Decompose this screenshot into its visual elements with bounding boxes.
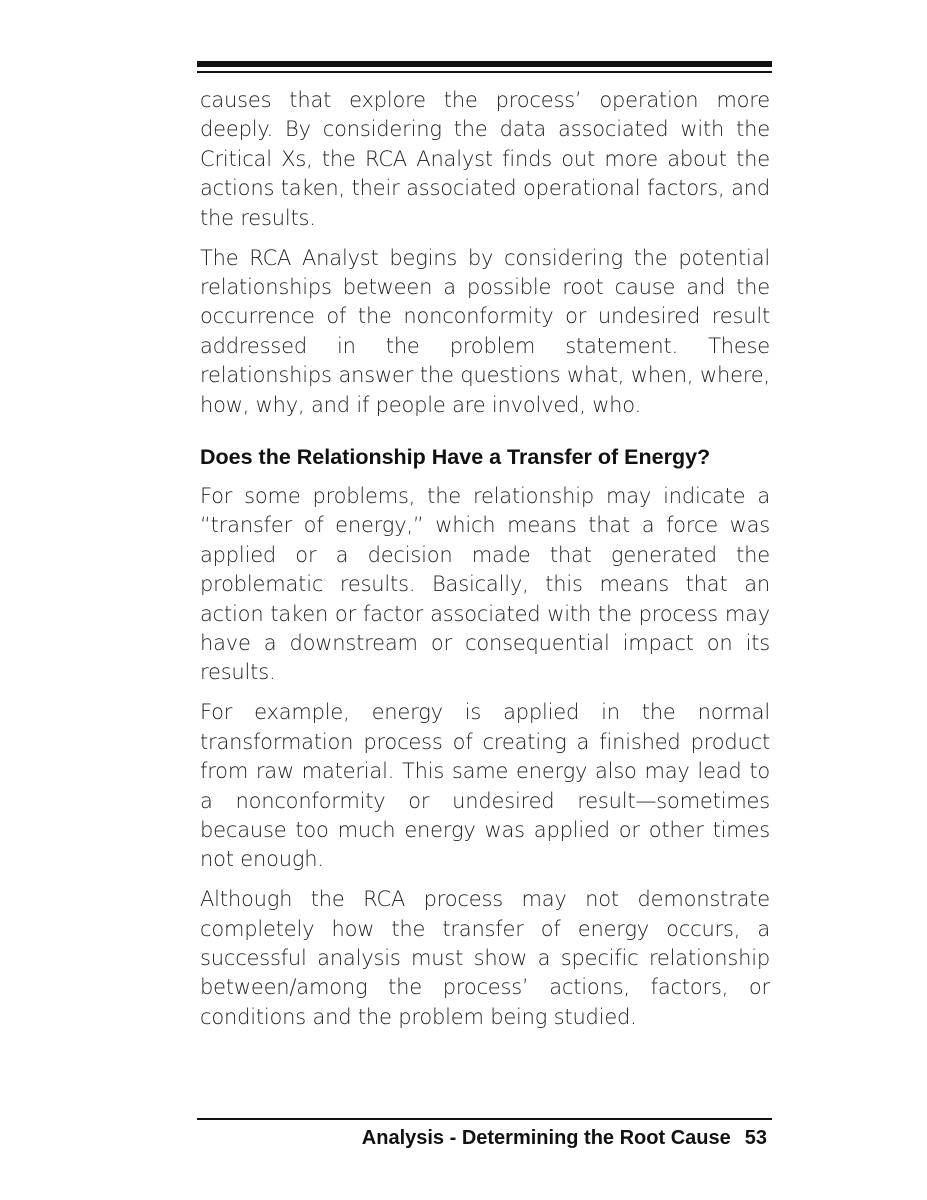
footer-rule [197,1118,772,1120]
paragraph-transfer-of-energy: For some problems, the relationship may indicate a “transfer of energy,” which means that a force was applied or a decision made that generated the problematic results. Basically, this means that an action taken or factor associated with the process may have a downstream or consequential impact on its results. [200,483,770,685]
paragraph-relationships: The RCA Analyst begins by considering the potential relationships between a possible root cause and the occurrence of the nonconformity or undesired result addressed in the problem statement. These relationships answer the questions what, when, where, how, why, and if people are involved, who. [200,245,770,417]
body-text [200,86,770,1043]
page-number: 53 [744,1127,767,1149]
paragraph-example: For example, energy is applied in the normal transformation process of creating a finished product from raw material. This same energy also may lead to a nonconformity or undesired result—sometimes because too much energy was applied or other times not enough. [200,700,770,872]
page-footer [362,1124,767,1152]
header-rule-thin [197,71,772,73]
header-rule-thick [197,61,772,67]
section-heading: Does the Relationship Have a Transfer of Energy? [200,444,711,469]
paragraph-conclusion: Although the RCA process may not demonstrate completely how the transfer of energy occurs, a successful analysis must show a specific relationship between/among the process’ actions, factors, or conditions and the problem being studied. [200,887,770,1029]
paragraph-continuation: causes that explore the process’ operation more deeply. By considering the data associated with the Critical Xs, the RCA Analyst finds out more about the actions taken, their associated operational factors, and the results. [200,88,770,230]
running-title: Analysis - Determining the Root Cause [361,1127,731,1149]
